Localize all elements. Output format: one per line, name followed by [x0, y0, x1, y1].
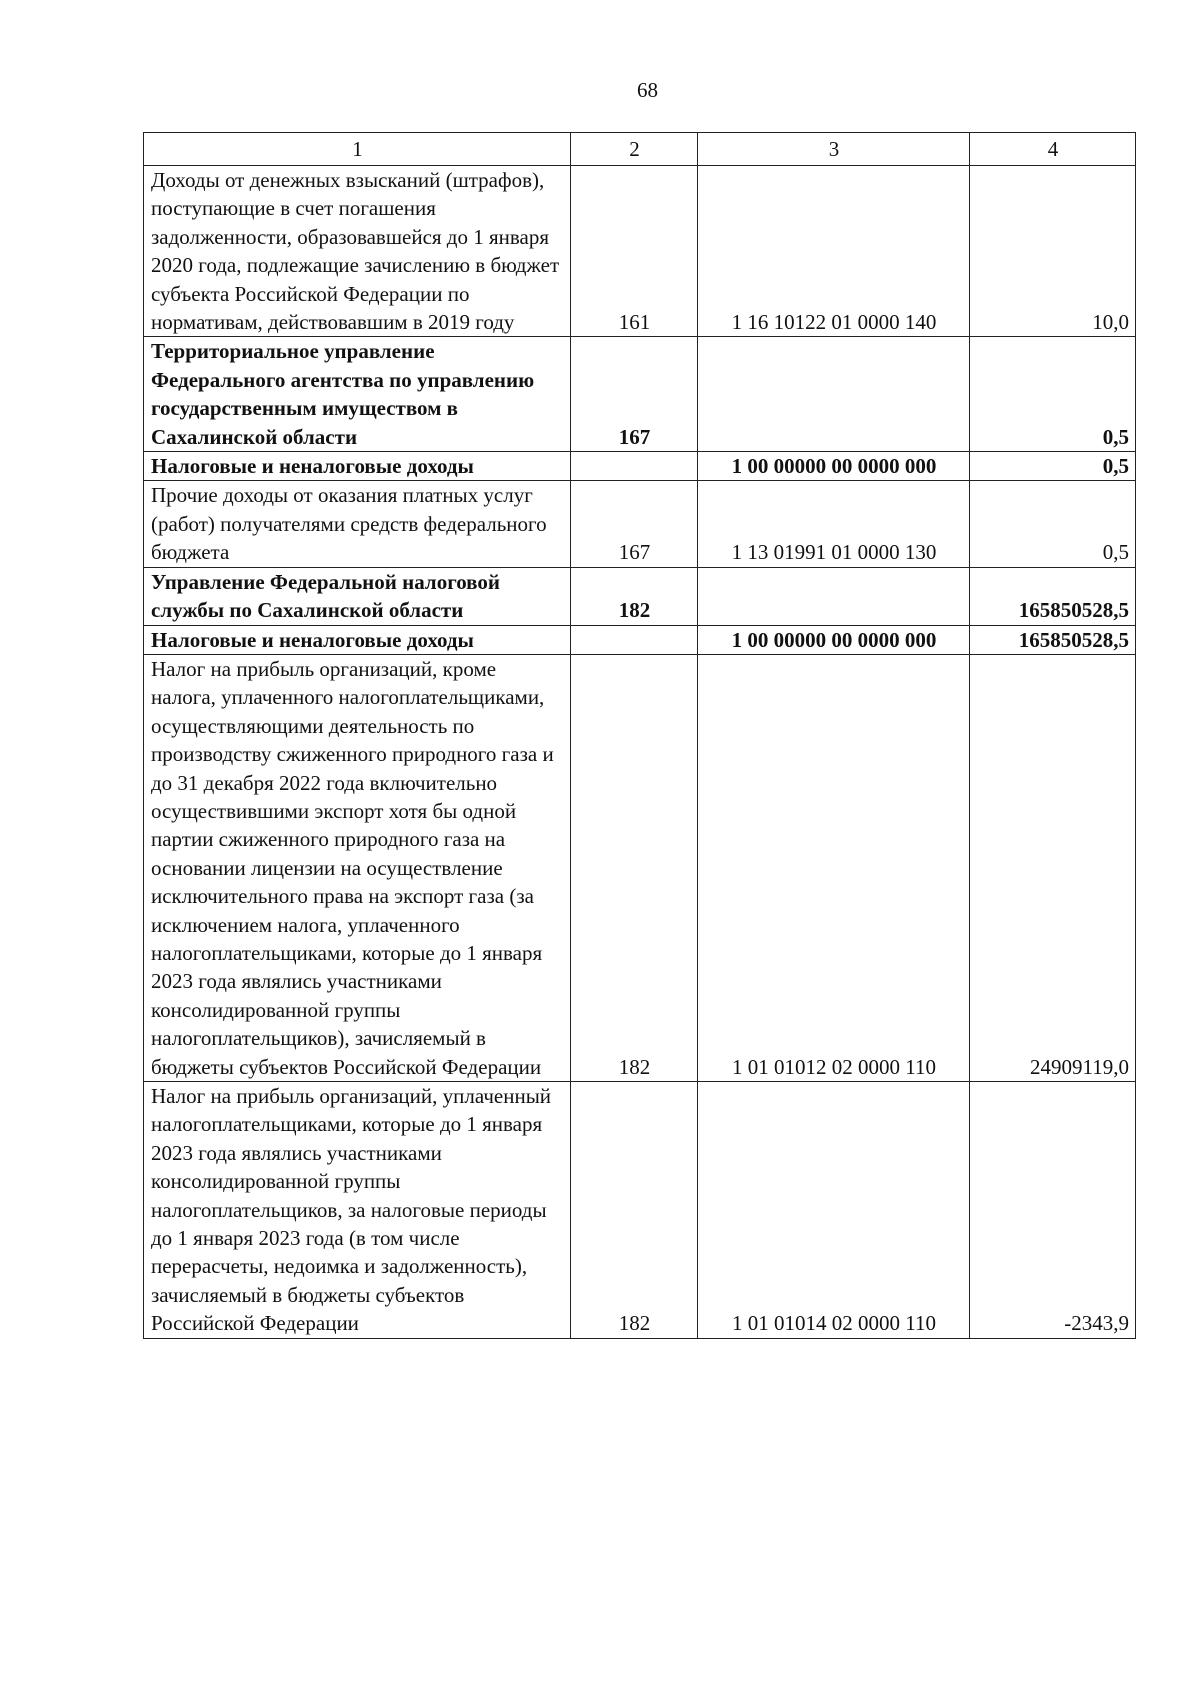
table-row [144, 654, 1136, 1081]
row-amount: 165850528,5 [970, 625, 1136, 654]
row-admin-code: 167 [571, 481, 698, 567]
row-budget-code [698, 567, 970, 625]
row-name: Налог на прибыль организаций, кроме налога, уплаченного налогоплательщиками, осуществляющими деятельность по производству сжиженного природного газа и до 31 декабря 2022 года включительно осуществившими экспорт хотя бы одной партии сжиженного природного газа на основании лицензии на осуществление исключительного права на экспорт газа (за исключением налога, уплаченного налогоплательщиками, которые до 1 января 2023 года являлись участниками консолидированной группы налогоплательщиков), зачисляемый в бюджеты субъектов Российской Федерации [144, 654, 571, 1081]
row-admin-code: 161 [571, 166, 698, 337]
row-admin-code: 182 [571, 567, 698, 625]
row-name: Управление Федеральной налоговой службы по Сахалинской области [144, 567, 571, 625]
header-col-2: 2 [571, 133, 698, 166]
table-row [144, 337, 1136, 452]
row-name: Прочие доходы от оказания платных услуг (работ) получателями средств федерального бюджета [144, 481, 571, 567]
table-row [144, 452, 1136, 481]
row-name: Налог на прибыль организаций, уплаченный налогоплательщиками, которые до 1 января 2023 года являлись участниками консолидированной группы налогоплательщиков, за налоговые периоды до 1 января 2023 года (в том числе перерасчеты, недоимка и задолженность), зачисляемый в бюджеты субъектов Российской Федерации [144, 1082, 571, 1339]
row-budget-code: 1 16 10122 01 0000 140 [698, 166, 970, 337]
row-budget-code: 1 00 00000 00 0000 000 [698, 452, 970, 481]
table-row [144, 166, 1136, 337]
row-admin-code [571, 452, 698, 481]
row-budget-code [698, 337, 970, 452]
row-admin-code: 167 [571, 337, 698, 452]
row-admin-code: 182 [571, 654, 698, 1081]
table-row [144, 481, 1136, 567]
row-amount: 165850528,5 [970, 567, 1136, 625]
row-amount: 24909119,0 [970, 654, 1136, 1081]
row-amount: -2343,9 [970, 1082, 1136, 1339]
table-row [144, 625, 1136, 654]
row-amount: 0,5 [970, 337, 1136, 452]
row-name: Доходы от денежных взысканий (штрафов), поступающие в счет погашения задолженности, образовавшейся до 1 января 2020 года, подлежащие зачислению в бюджет субъекта Российской Федерации по нормативам, действовавшим в 2019 году [144, 166, 571, 337]
row-budget-code: 1 00 00000 00 0000 000 [698, 625, 970, 654]
budget-revenue-table [143, 132, 1136, 1339]
row-name: Налоговые и неналоговые доходы [144, 625, 571, 654]
table-header-row [144, 133, 1136, 166]
row-budget-code: 1 01 01012 02 0000 110 [698, 654, 970, 1081]
row-name: Территориальное управление Федерального агентства по управлению государственным имуществом в Сахалинской области [144, 337, 571, 452]
header-col-1: 1 [144, 133, 571, 166]
page-number: 68 [637, 78, 658, 102]
row-admin-code: 182 [571, 1082, 698, 1339]
row-amount: 0,5 [970, 452, 1136, 481]
row-name: Налоговые и неналоговые доходы [144, 452, 571, 481]
row-admin-code [571, 625, 698, 654]
header-col-4: 4 [970, 133, 1136, 166]
table-row [144, 1082, 1136, 1339]
table-row [144, 567, 1136, 625]
header-col-3: 3 [698, 133, 970, 166]
row-amount: 0,5 [970, 481, 1136, 567]
row-amount: 10,0 [970, 166, 1136, 337]
row-budget-code: 1 13 01991 01 0000 130 [698, 481, 970, 567]
row-budget-code: 1 01 01014 02 0000 110 [698, 1082, 970, 1339]
